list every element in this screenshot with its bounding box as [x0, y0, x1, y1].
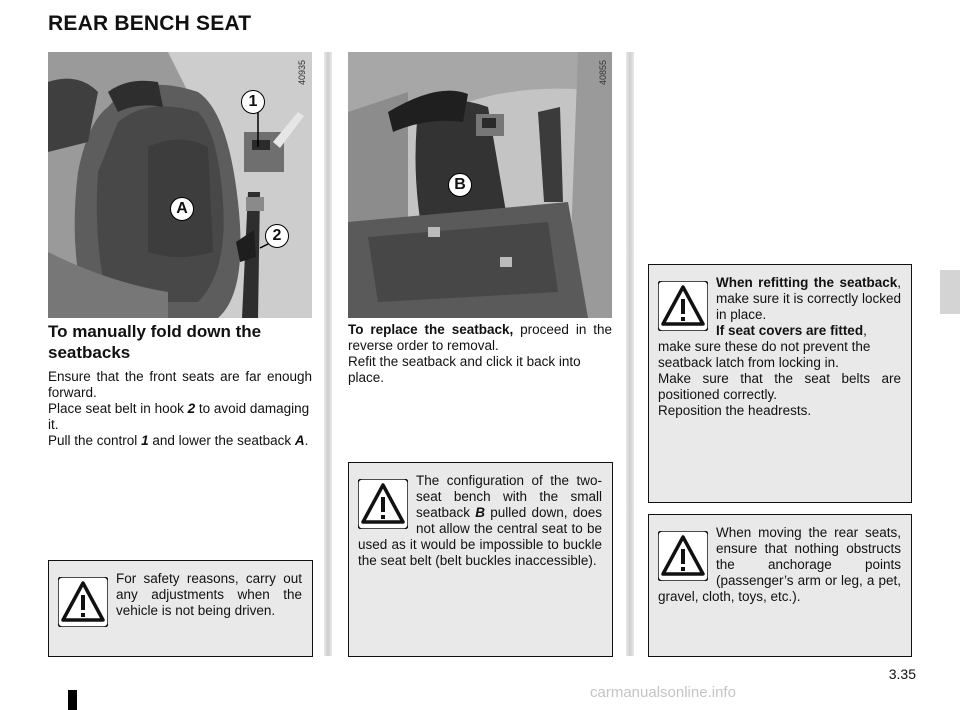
warning-triangle-icon [658, 281, 708, 331]
refit-warning-box [648, 264, 912, 503]
column-divider-left [324, 52, 332, 656]
warning-text: When moving the rear seats, ensure that nothing obstructs the anchorage points (passenger’s arm or leg, a pet, gravel, cloth, toys, etc.). [658, 525, 901, 604]
warning-text: For safety reasons, carry out any adjustments when the vehicle is not being driven. [116, 571, 302, 618]
section-tab [940, 270, 960, 314]
paragraph: To replace the seatback, proceed in the reverse order to removal. [348, 322, 612, 353]
moving-seats-warning-box [648, 514, 912, 657]
warning-text: The configuration of the two-seat bench with the small seatback B pulled down, does not allow the central seat to be used as it would be impossible to buckle the seat belt (belt buckles inaccessible). [358, 473, 602, 568]
warning-text: Make sure that the seat belts are positioned correctly. [658, 371, 901, 402]
warning-triangle-icon [58, 577, 108, 627]
paragraph: Refit the seatback and click it back into place. [348, 354, 581, 385]
figure-reference: 40935 [297, 60, 307, 86]
warning-text: If seat covers are fitted, make sure these do not prevent the seatback latch from locking in. [658, 323, 871, 370]
callout-1: 1 [241, 90, 265, 114]
warning-triangle-icon [358, 479, 408, 529]
callout-b: B [448, 173, 472, 197]
column-divider-right [626, 52, 634, 656]
fold-instructions [48, 369, 312, 449]
paragraph: Ensure that the front seats are far enough forward. [48, 369, 312, 400]
callout-2: 2 [265, 224, 289, 248]
page-number: 3.35 [888, 666, 916, 682]
paragraph: Place seat belt in hook 2 to avoid damaging it. [48, 401, 310, 432]
callout-a: A [170, 197, 194, 221]
figure-reference: 40855 [598, 60, 608, 86]
section-heading: To manually fold down the seatbacks [48, 322, 262, 362]
replace-instructions [348, 322, 612, 386]
warning-text: Reposition the headrests. [658, 403, 812, 418]
paragraph: Pull the control 1 and lower the seatback A. [48, 433, 309, 448]
warning-text: When refitting the seatback, make sure it is correctly locked in place. [716, 275, 901, 322]
corner-mark [68, 690, 77, 710]
page-title: REAR BENCH SEAT [48, 12, 252, 35]
watermark: carmanualsonline.info [590, 684, 736, 701]
rear-seat-photo [48, 52, 312, 318]
warning-triangle-icon [658, 531, 708, 581]
small-seatback-photo [348, 52, 612, 318]
configuration-warning-box [348, 462, 613, 657]
safety-warning-box [48, 560, 313, 657]
